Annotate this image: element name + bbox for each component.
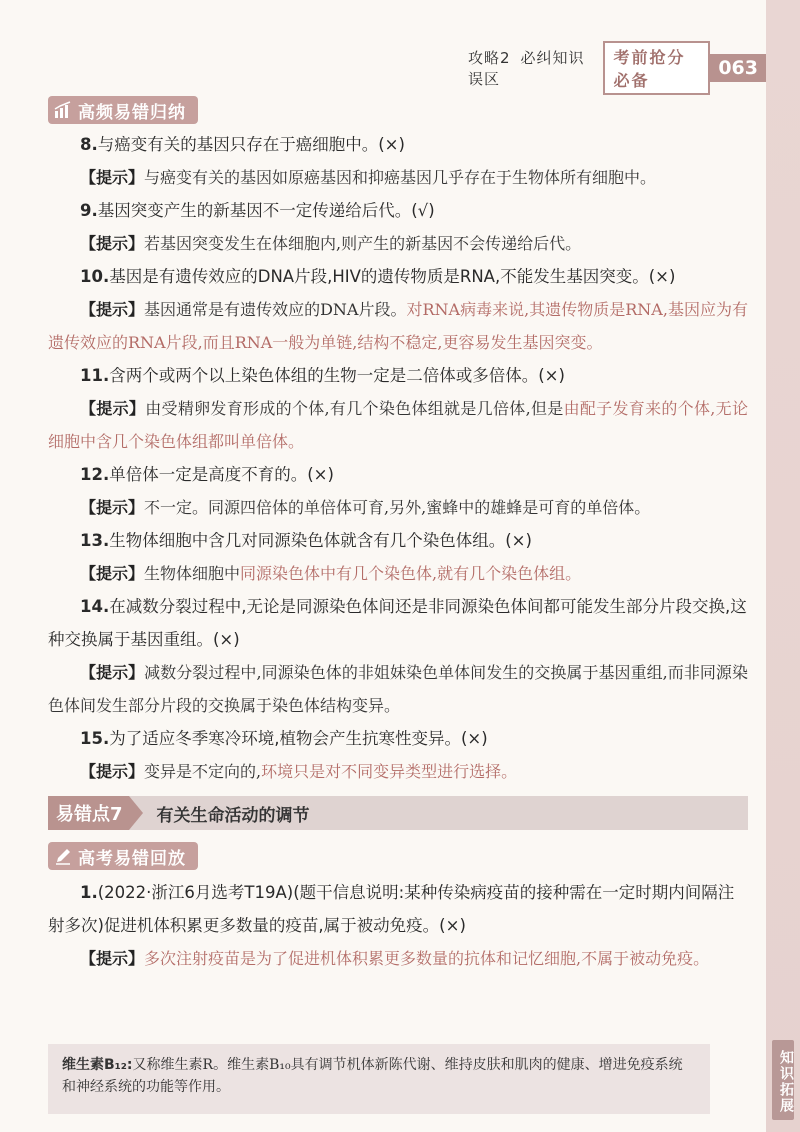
list-item bbox=[48, 359, 748, 458]
hint-text bbox=[48, 293, 748, 359]
question-number: 12. bbox=[80, 465, 110, 484]
hint-label: 【提示】 bbox=[80, 564, 145, 583]
list-item bbox=[48, 260, 748, 359]
hint-label: 【提示】 bbox=[80, 498, 145, 517]
hint-label: 【提示】 bbox=[80, 399, 146, 418]
hint-body: 生物体细胞中 bbox=[144, 564, 241, 583]
exam-item bbox=[48, 876, 748, 975]
hint-body: 与癌变有关的基因如原癌基因和抑癌基因几乎存在于生物体所有细胞中。 bbox=[144, 168, 657, 187]
question-body: 与癌变有关的基因只存在于癌细胞中。(×) bbox=[97, 135, 405, 154]
question-number: 10. bbox=[80, 267, 110, 286]
footer-text: 又称维生素R。维生素B₁₀具有调节机体新陈代谢、维持皮肤和肌肉的健康、增进免疫系统和神经系统的功能等作用。 bbox=[62, 1057, 683, 1095]
section-number: 易错点7 bbox=[48, 796, 129, 830]
tag-frequent-errors bbox=[48, 96, 198, 124]
question-text bbox=[48, 359, 748, 392]
question-body: 在减数分裂过程中,无论是同源染色体间还是非同源染色体间都可能发生部分片段交换,这种交换属于基因重组。(×) bbox=[48, 597, 747, 649]
question-body: 单倍体一定是高度不育的。(×) bbox=[109, 465, 334, 484]
hint-highlight: 多次注射疫苗是为了促进机体积累更多数量的抗体和记忆细胞,不属于被动免疫。 bbox=[144, 949, 710, 968]
list-item bbox=[48, 194, 748, 260]
hint-label: 【提示】 bbox=[80, 762, 145, 781]
pencil-icon bbox=[54, 847, 72, 865]
section-title: 有关生命活动的调节 bbox=[156, 805, 310, 826]
hint-highlight: 同源染色体中有几个染色体,就有几个染色体组。 bbox=[240, 564, 582, 583]
question-text bbox=[48, 722, 748, 755]
section-arrow bbox=[129, 796, 143, 830]
question-body: (2022·浙江6月选考T19A)(题干信息说明:某种传染病疫苗的接种需在一定时期内间隔注射多次)促进机体积累更多数量的疫苗,属于被动免疫。(×) bbox=[48, 883, 735, 935]
hint-body: 减数分裂过程中,同源染色体的非姐妹染色单体间发生的交换属于基因重组,而非同源染色体间发生部分片段的交换属于染色体结构变异。 bbox=[48, 663, 748, 715]
question-text bbox=[48, 194, 748, 227]
hint-body: 若基因突变发生在体细胞内,则产生的新基因不会传递给后代。 bbox=[144, 234, 582, 253]
hint-body: 不一定。同源四倍体的单倍体可育,另外,蜜蜂中的雄蜂是可育的单倍体。 bbox=[144, 498, 651, 517]
item-list bbox=[48, 128, 748, 788]
hint-highlight: 环境只是对不同变异类型进行选择。 bbox=[261, 762, 518, 781]
hint-text bbox=[48, 161, 748, 194]
question-body: 基因是有遗传效应的DNA片段,HIV的遗传物质是RNA,不能发生基因突变。(×) bbox=[109, 267, 676, 286]
hint-text bbox=[48, 656, 748, 722]
question-number: 8. bbox=[80, 135, 98, 154]
side-badge: 知识拓展 bbox=[772, 1040, 794, 1120]
header-section: 必纠知识误区 bbox=[468, 49, 585, 88]
hint-label: 【提示】 bbox=[80, 234, 145, 253]
hint-body: 基因通常是有遗传效应的DNA片段。 bbox=[144, 300, 407, 319]
list-item bbox=[48, 524, 748, 590]
hint-body: 由受精卵发育形成的个体,有几个染色体组就是几倍体,但是 bbox=[145, 399, 564, 418]
question-body: 为了适应冬季寒冷环境,植物会产生抗寒性变异。(×) bbox=[109, 729, 488, 748]
question-number: 13. bbox=[80, 531, 110, 550]
section-bar bbox=[48, 796, 748, 830]
question-text bbox=[48, 458, 748, 491]
question-text bbox=[48, 128, 748, 161]
footer-bold: 维生素B₁₂: bbox=[62, 1057, 133, 1073]
hint-highlight: 由配子发育来的个体,无论细胞中含几个染色体组都叫单倍体。 bbox=[48, 399, 748, 451]
question-number: 14. bbox=[80, 597, 110, 616]
page-header bbox=[468, 48, 766, 90]
hint-label: 【提示】 bbox=[80, 949, 145, 968]
header-box: 考前抢分必备 bbox=[603, 41, 710, 95]
hint-label: 【提示】 bbox=[80, 300, 145, 319]
list-item bbox=[48, 128, 748, 194]
hint-label: 【提示】 bbox=[80, 168, 145, 187]
list-item bbox=[48, 590, 748, 722]
main-content bbox=[48, 96, 748, 975]
hint-body: 变异是不定向的, bbox=[144, 762, 262, 781]
tag-label: 高频易错归纳 bbox=[78, 102, 186, 123]
question-body: 生物体细胞中含几对同源染色体就含有几个染色体组。(×) bbox=[109, 531, 532, 550]
hint-text bbox=[48, 227, 748, 260]
hint-text bbox=[48, 755, 748, 788]
list-item bbox=[48, 722, 748, 788]
hint-highlight: 对RNA病毒来说,其遗传物质是RNA,基因应为有遗传效应的RNA片段,而且RNA一般为单链,结构不稳定,更容易发生基因突变。 bbox=[48, 300, 748, 352]
question-number: 15. bbox=[80, 729, 110, 748]
footer-note bbox=[48, 1044, 710, 1114]
question-text bbox=[48, 524, 748, 557]
side-tab bbox=[766, 0, 800, 1132]
question-body: 含两个或两个以上染色体组的生物一定是二倍体或多倍体。(×) bbox=[109, 366, 565, 385]
hint-text bbox=[48, 557, 748, 590]
question-text bbox=[48, 260, 748, 293]
list-item bbox=[48, 458, 748, 524]
question-number: 9. bbox=[80, 201, 98, 220]
hint-text bbox=[48, 942, 748, 975]
header-breadcrumb bbox=[468, 47, 595, 89]
question-number: 11. bbox=[80, 366, 110, 385]
hint-text bbox=[48, 392, 748, 458]
header-strategy: 攻略2 bbox=[468, 49, 511, 67]
hint-label: 【提示】 bbox=[80, 663, 145, 682]
tag-label: 高考易错回放 bbox=[78, 848, 186, 869]
hint-text bbox=[48, 491, 748, 524]
question-text bbox=[48, 876, 748, 942]
chart-icon bbox=[54, 101, 72, 119]
question-body: 基因突变产生的新基因不一定传递给后代。(√) bbox=[97, 201, 435, 220]
tag-exam-review bbox=[48, 842, 198, 870]
question-text bbox=[48, 590, 748, 656]
page-number: 063 bbox=[710, 54, 766, 82]
question-number: 1. bbox=[80, 883, 98, 902]
